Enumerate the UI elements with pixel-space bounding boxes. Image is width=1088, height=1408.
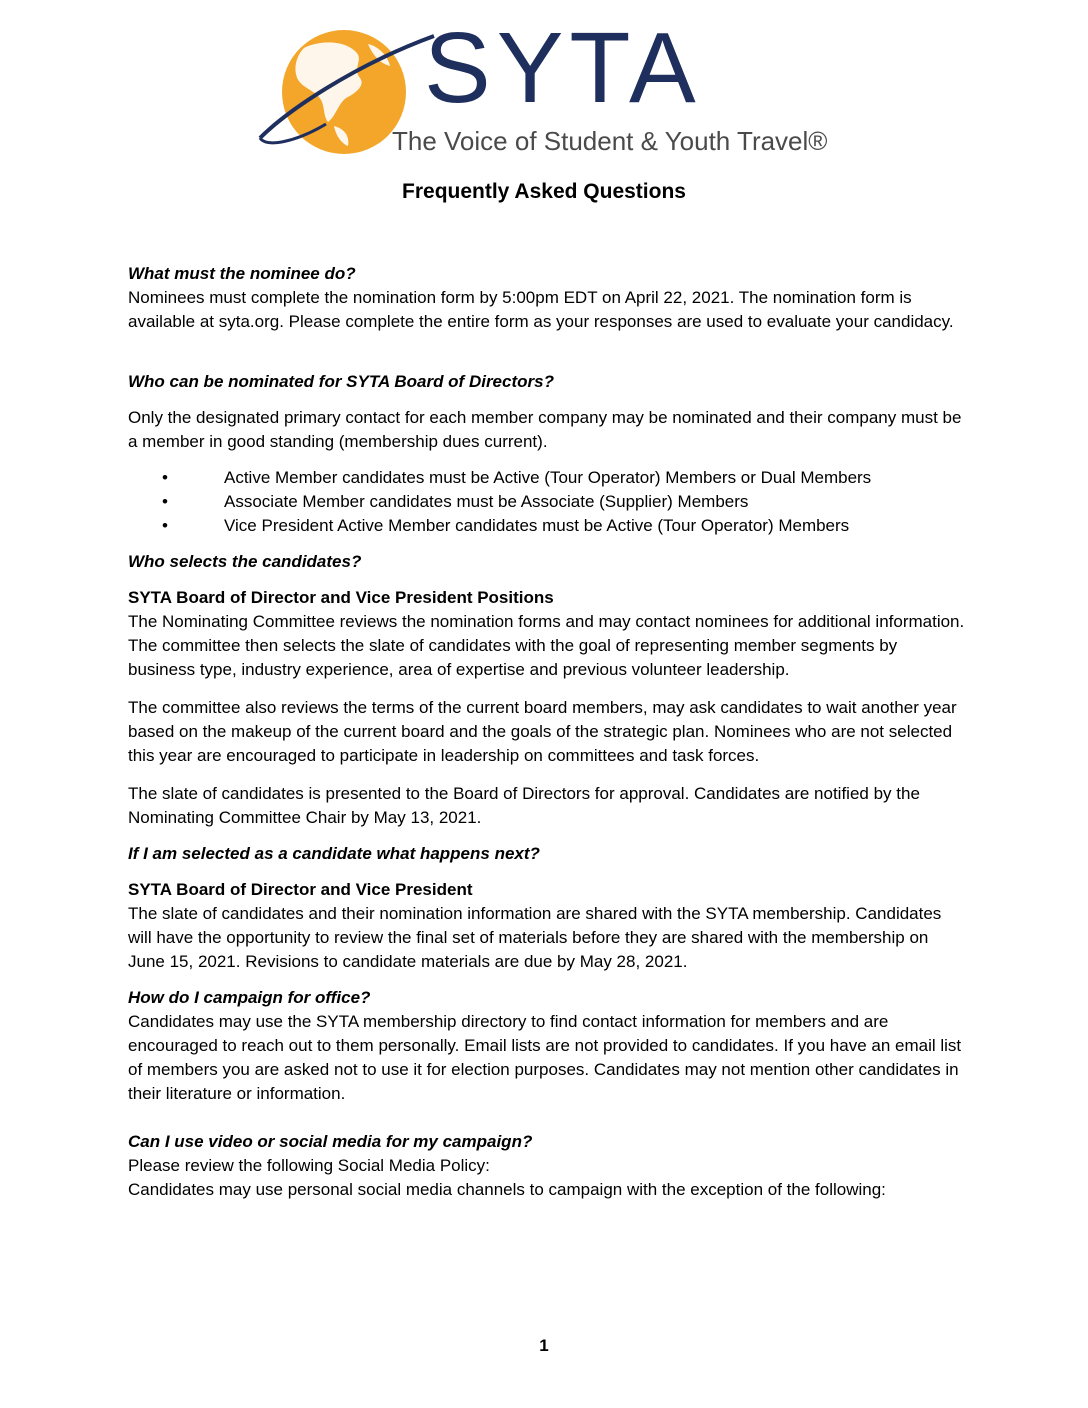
faq-question: Who can be nominated for SYTA Board of Directors? xyxy=(128,372,554,391)
page-title: Frequently Asked Questions xyxy=(402,180,686,203)
faq-question: Can I use video or social media for my campaign? xyxy=(128,1132,533,1151)
faq-answer: The committee also reviews the terms of the current board members, may ask candidates to wait another year based on the makeup of the current board and the goals of the strategic plan. Nominees who are not selected this year are encouraged to participate in leadership on committees and task forces. xyxy=(128,698,957,765)
faq-answer: Candidates may use personal social media channels to campaign with the exception of the following: xyxy=(128,1180,886,1199)
list-item: • Active Member candidates must be Active (Tour Operator) Members or Dual Members xyxy=(128,466,968,490)
faq-answer: Please review the following Social Media Policy: xyxy=(128,1156,490,1175)
faq-question: How do I campaign for office? xyxy=(128,988,371,1007)
faq-answer: Candidates may use the SYTA membership directory to find contact information for members and are encouraged to reach out to them personally. Email lists are not provided to candidates. If you have an email list of members you are asked not to use it for election purposes. Candidates may not mention other candidates in their literature or information. xyxy=(128,1012,962,1103)
bullet-icon: • xyxy=(162,492,168,511)
faq-answer: Only the designated primary contact for each member company may be nominated and their company must be a member in good standing (membership dues current). xyxy=(128,408,962,451)
faq-answer: Nominees must complete the nomination form by 5:00pm EDT on April 22, 2021. The nomination form is available at syta.org. Please complete the entire form as your responses are used to evaluate your candidacy. xyxy=(128,288,954,331)
bullet-icon: • xyxy=(162,468,168,487)
faq-content xyxy=(128,262,968,1202)
faq-answer: The slate of candidates and their nomination information are shared with the SYTA membership. Candidates will have the opportunity to review the final set of materials before they are shared with the membership on June 15, 2021. Revisions to candidate materials are due by May 28, 2021. xyxy=(128,904,942,971)
faq-subheading: SYTA Board of Director and Vice President xyxy=(128,880,473,899)
faq-answer: The slate of candidates is presented to the Board of Directors for approval. Candidates are notified by the Nominating Committee Chair by May 13, 2021. xyxy=(128,784,920,827)
faq-question: If I am selected as a candidate what happens next? xyxy=(128,844,540,863)
logo-wordmark: SYTA xyxy=(424,12,702,124)
list-item: • Vice President Active Member candidates must be Active (Tour Operator) Members xyxy=(128,514,968,538)
page-number: 1 xyxy=(539,1336,549,1355)
bullet-icon: • xyxy=(162,516,168,535)
eligibility-list xyxy=(128,466,968,538)
faq-question: What must the nominee do? xyxy=(128,264,356,283)
list-item: • Associate Member candidates must be Associate (Supplier) Members xyxy=(128,490,968,514)
syta-logo xyxy=(256,12,836,166)
faq-answer: The Nominating Committee reviews the nomination forms and may contact nominees for additional information. The committee then selects the slate of candidates with the goal of representing member segments by business type, industry experience, area of expertise and previous volunteer leadership. xyxy=(128,612,965,679)
logo-tagline: The Voice of Student & Youth Travel® xyxy=(392,126,828,156)
faq-subheading: SYTA Board of Director and Vice President Positions xyxy=(128,588,554,607)
faq-question: Who selects the candidates? xyxy=(128,552,362,571)
